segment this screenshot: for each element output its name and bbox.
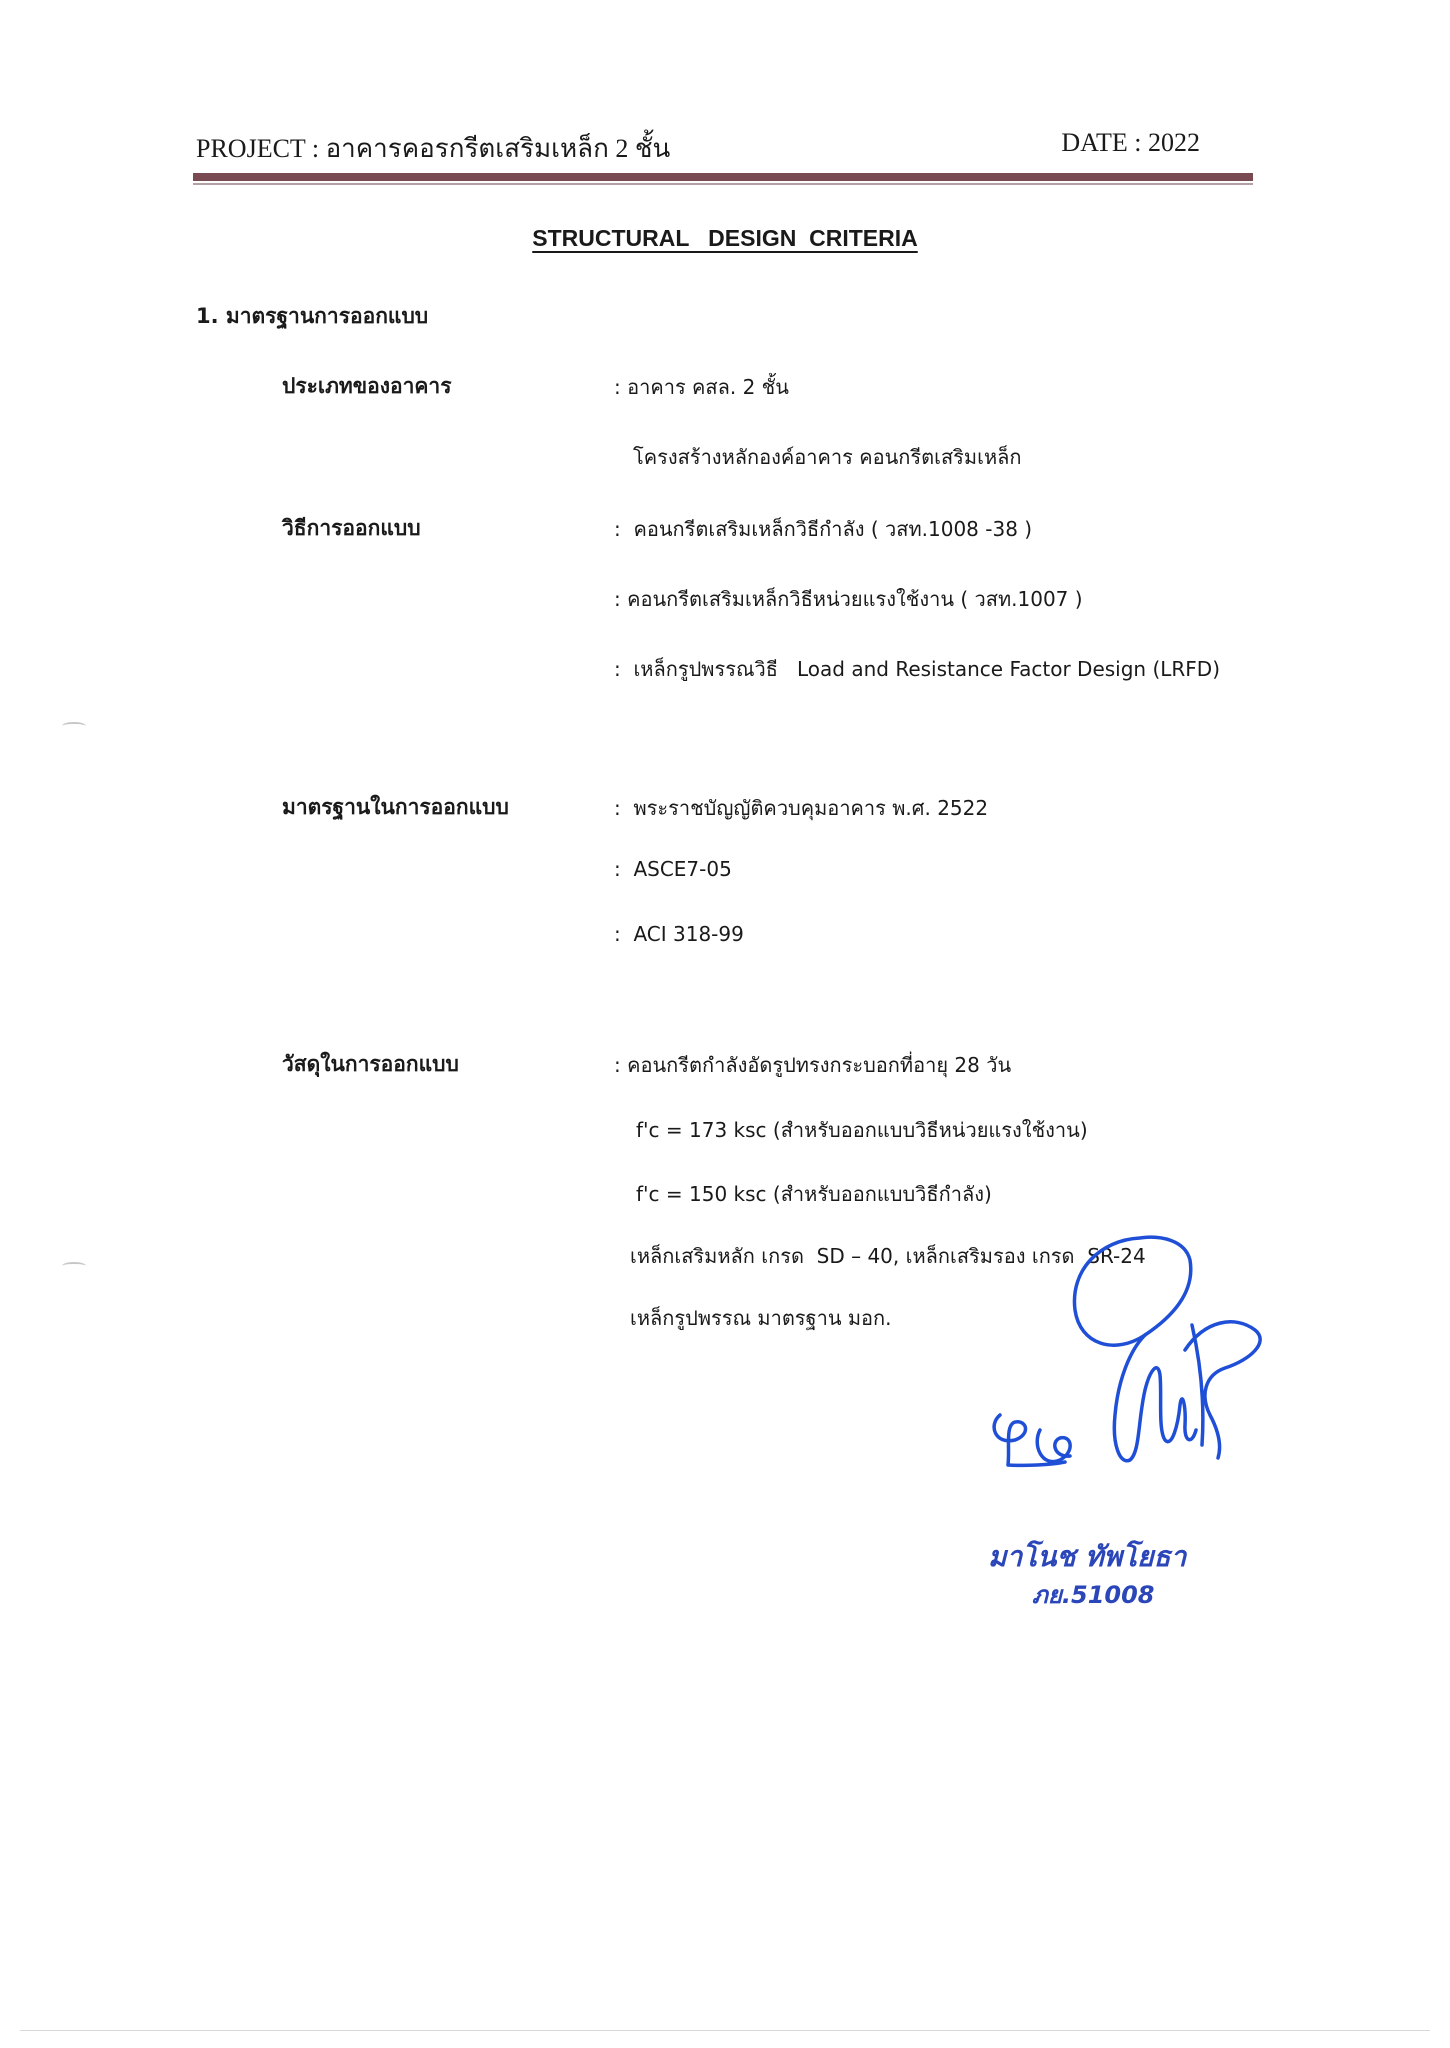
materials-value-1: : คอนกรีตกำลังอัดรูปทรงกระบอกที่อายุ 28 วัน	[614, 1053, 1012, 1077]
design-standard-label: มาตรฐานในการออกแบบ	[282, 795, 509, 819]
scan-edge	[20, 2030, 1430, 2031]
materials-label: วัสดุในการออกแบบ	[282, 1052, 459, 1076]
design-method-value-3: : เหล็กรูปพรรณวิธี Load and Resistance Factor Design (LRFD)	[614, 657, 1220, 681]
materials-value-4: เหล็กเสริมหลัก เกรด SD – 40, เหล็กเสริมรอง เกรด SR-24	[630, 1244, 1146, 1268]
project-value: อาคารคอรกรีตเสริมเหล็ก 2 ชั้น	[325, 134, 671, 163]
materials-value-5: เหล็กรูปพรรณ มาตรฐาน มอก.	[630, 1306, 892, 1330]
project-header	[196, 128, 670, 169]
building-type-label: ประเภทของอาคาร	[282, 374, 452, 398]
date-label: DATE :	[1061, 128, 1142, 157]
section-heading: 1. มาตรฐานการออกแบบ	[196, 304, 429, 328]
margin-mark	[62, 1262, 86, 1270]
header-rule-thin	[193, 183, 1253, 185]
handwritten-signature	[980, 1230, 1310, 1530]
materials-value-2: f'c = 173 ksc (สำหรับออกแบบวิธีหน่วยแรงใช้งาน)	[636, 1118, 1088, 1142]
design-standard-value-1: : พระราชบัญญัติควบคุมอาคาร พ.ศ. 2522	[614, 796, 989, 820]
margin-mark	[62, 722, 86, 730]
date-header	[1061, 128, 1200, 158]
building-type-value-2: โครงสร้างหลักองค์อาคาร คอนกรีตเสริมเหล็ก	[633, 445, 1022, 469]
materials-value-3: f'c = 150 ksc (สำหรับออกแบบวิธีกำลัง)	[636, 1182, 992, 1206]
design-standard-value-3: : ACI 318-99	[614, 922, 744, 946]
design-method-label: วิธีการออกแบบ	[282, 516, 421, 540]
header-rule	[193, 173, 1253, 181]
date-value: 2022	[1148, 128, 1200, 157]
signatory-name: มาโนช ทัพโยธา	[988, 1540, 1187, 1573]
design-method-value-2: : คอนกรีตเสริมเหล็กวิธีหน่วยแรงใช้งาน ( วสท.1007 )	[614, 587, 1083, 611]
building-type-value-1: : อาคาร คสล. 2 ชั้น	[614, 375, 789, 399]
engineer-license: ภย.51008	[1032, 1581, 1155, 1609]
document-title: STRUCTURAL DESIGN CRITERIA	[532, 225, 918, 251]
project-label: PROJECT :	[196, 134, 320, 163]
design-standard-value-2: : ASCE7-05	[614, 857, 732, 881]
design-method-value-1: : คอนกรีตเสริมเหล็กวิธีกำลัง ( วสท.1008 -38 )	[614, 517, 1033, 541]
